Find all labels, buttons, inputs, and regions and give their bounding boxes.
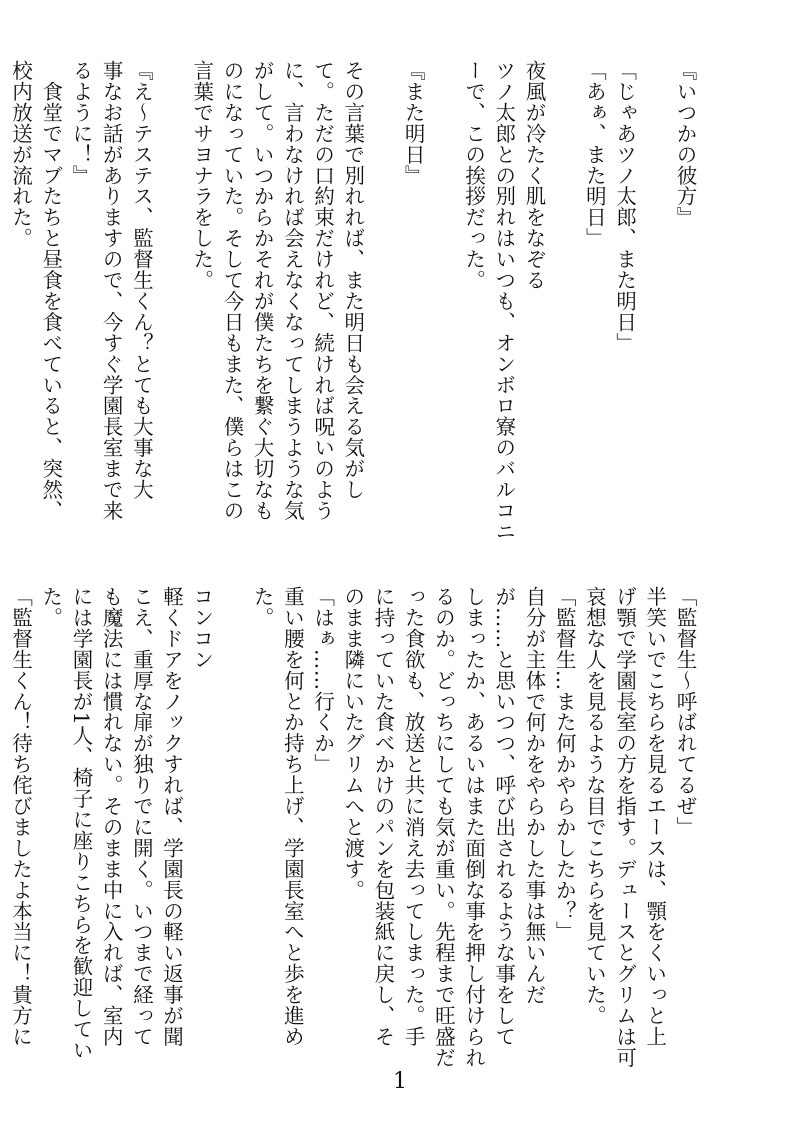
text-line [368,60,398,522]
text-line: るのか。どっちにしても気が重い。先程まで旺盛だ [431,586,456,1068]
text-line: が……と思いつつ、呼び出されるような事をして [491,586,516,1047]
text-line: 事なお話がありますので、今すぐ学園長室まで来 [99,60,124,521]
text-line: 言葉でサヨナラをした。 [189,60,214,291]
text-line: 哀想な人を見るような目でこちらを見ていた。 [582,586,607,1026]
text-line [640,60,670,522]
text-line: に、言わなければ会えなくなってしまうような気 [280,60,305,521]
text-line: て。ただの口約束だけれど、続ければ呪いのよう [310,60,335,521]
text-line [217,586,247,1051]
text-line: こえ、重厚な扉が独りでに開く。いつまで経って [129,586,154,1047]
text-line: 『え〜テステス、監督生くん？とても大事な大 [129,60,154,500]
text-line: 自分が主体で何かをやらかした事は無いんだ [521,586,546,1005]
text-line: 『また明日』 [401,60,426,186]
text-line: 夜風が冷たく肌をなぞる [521,60,546,291]
text-line: 食堂でマブたちと昼食を食べていると、突然、 [38,60,63,521]
text-line [156,60,186,522]
text-line: た。 [250,586,275,628]
text-line: に持っていた食べかけのパンを包装紙に戻し、そ [370,586,395,1047]
text-line: ーで、この挨拶だった。 [461,60,486,291]
text-line: がして。いつからかそれが僕たちを繋ぐ大切なも [250,60,275,521]
text-line: コンコン [189,586,214,670]
text-line: には学園長が1人、椅子に座りこちらを歓迎してい [68,586,93,1061]
text-line: 「監督生…また何かやらかしたか？」 [552,586,577,943]
text-line: 「はぁ……行くか」 [310,586,335,775]
text-block-upper [8,60,700,542]
text-line: 『いつかの彼方』 [673,60,697,228]
text-line: た。 [38,586,63,628]
text-line: ツノ太郎との別れはいつも、オンボロ寮のバルコニ [491,60,516,542]
text-line: しまったか、あるいはまた面倒な事を押し付けられ [461,586,486,1068]
text-line: のまま隣にいたグリムへと渡す。 [340,586,365,901]
text-line: のになっていた。そして今日もまた、僕らはこの [219,60,244,521]
text-line: 校内放送が流れた。 [8,60,33,249]
text-line: 「じゃあツノ太郎、また明日」 [612,60,637,354]
text-block-lower [8,586,700,1068]
text-line: 「監督生くん！待ち侘びましたよ本当に！貴方に [8,586,33,1047]
text-line [428,60,458,522]
page-number: 1 [393,1069,407,1094]
text-line: 軽くドアをノックすれば、学園長の軽い返事が聞 [159,586,184,1047]
text-line: るように！』 [68,60,93,186]
text-line: 重い腰を何とか持ち上げ、学園長室へと歩を進め [280,586,305,1047]
text-line: 「あぁ、また明日」 [582,60,607,249]
text-line: った食欲も、放送と共に消え去ってしまった。手 [401,586,426,1047]
text-line [549,60,579,522]
text-line: その言葉で別れれば、また明日も会える気がし [340,60,365,500]
text-line: も魔法には慣れない。そのまま中に入れば、室内 [99,586,124,1047]
text-line: 半笑いでこちらを見るエースは、顎をくいっと上 [642,586,667,1047]
text-line: 「監督生〜呼ばれてるぜ」 [673,586,697,838]
text-line: げ顎で学園長室の方を指す。デュースとグリムは可 [612,586,637,1068]
